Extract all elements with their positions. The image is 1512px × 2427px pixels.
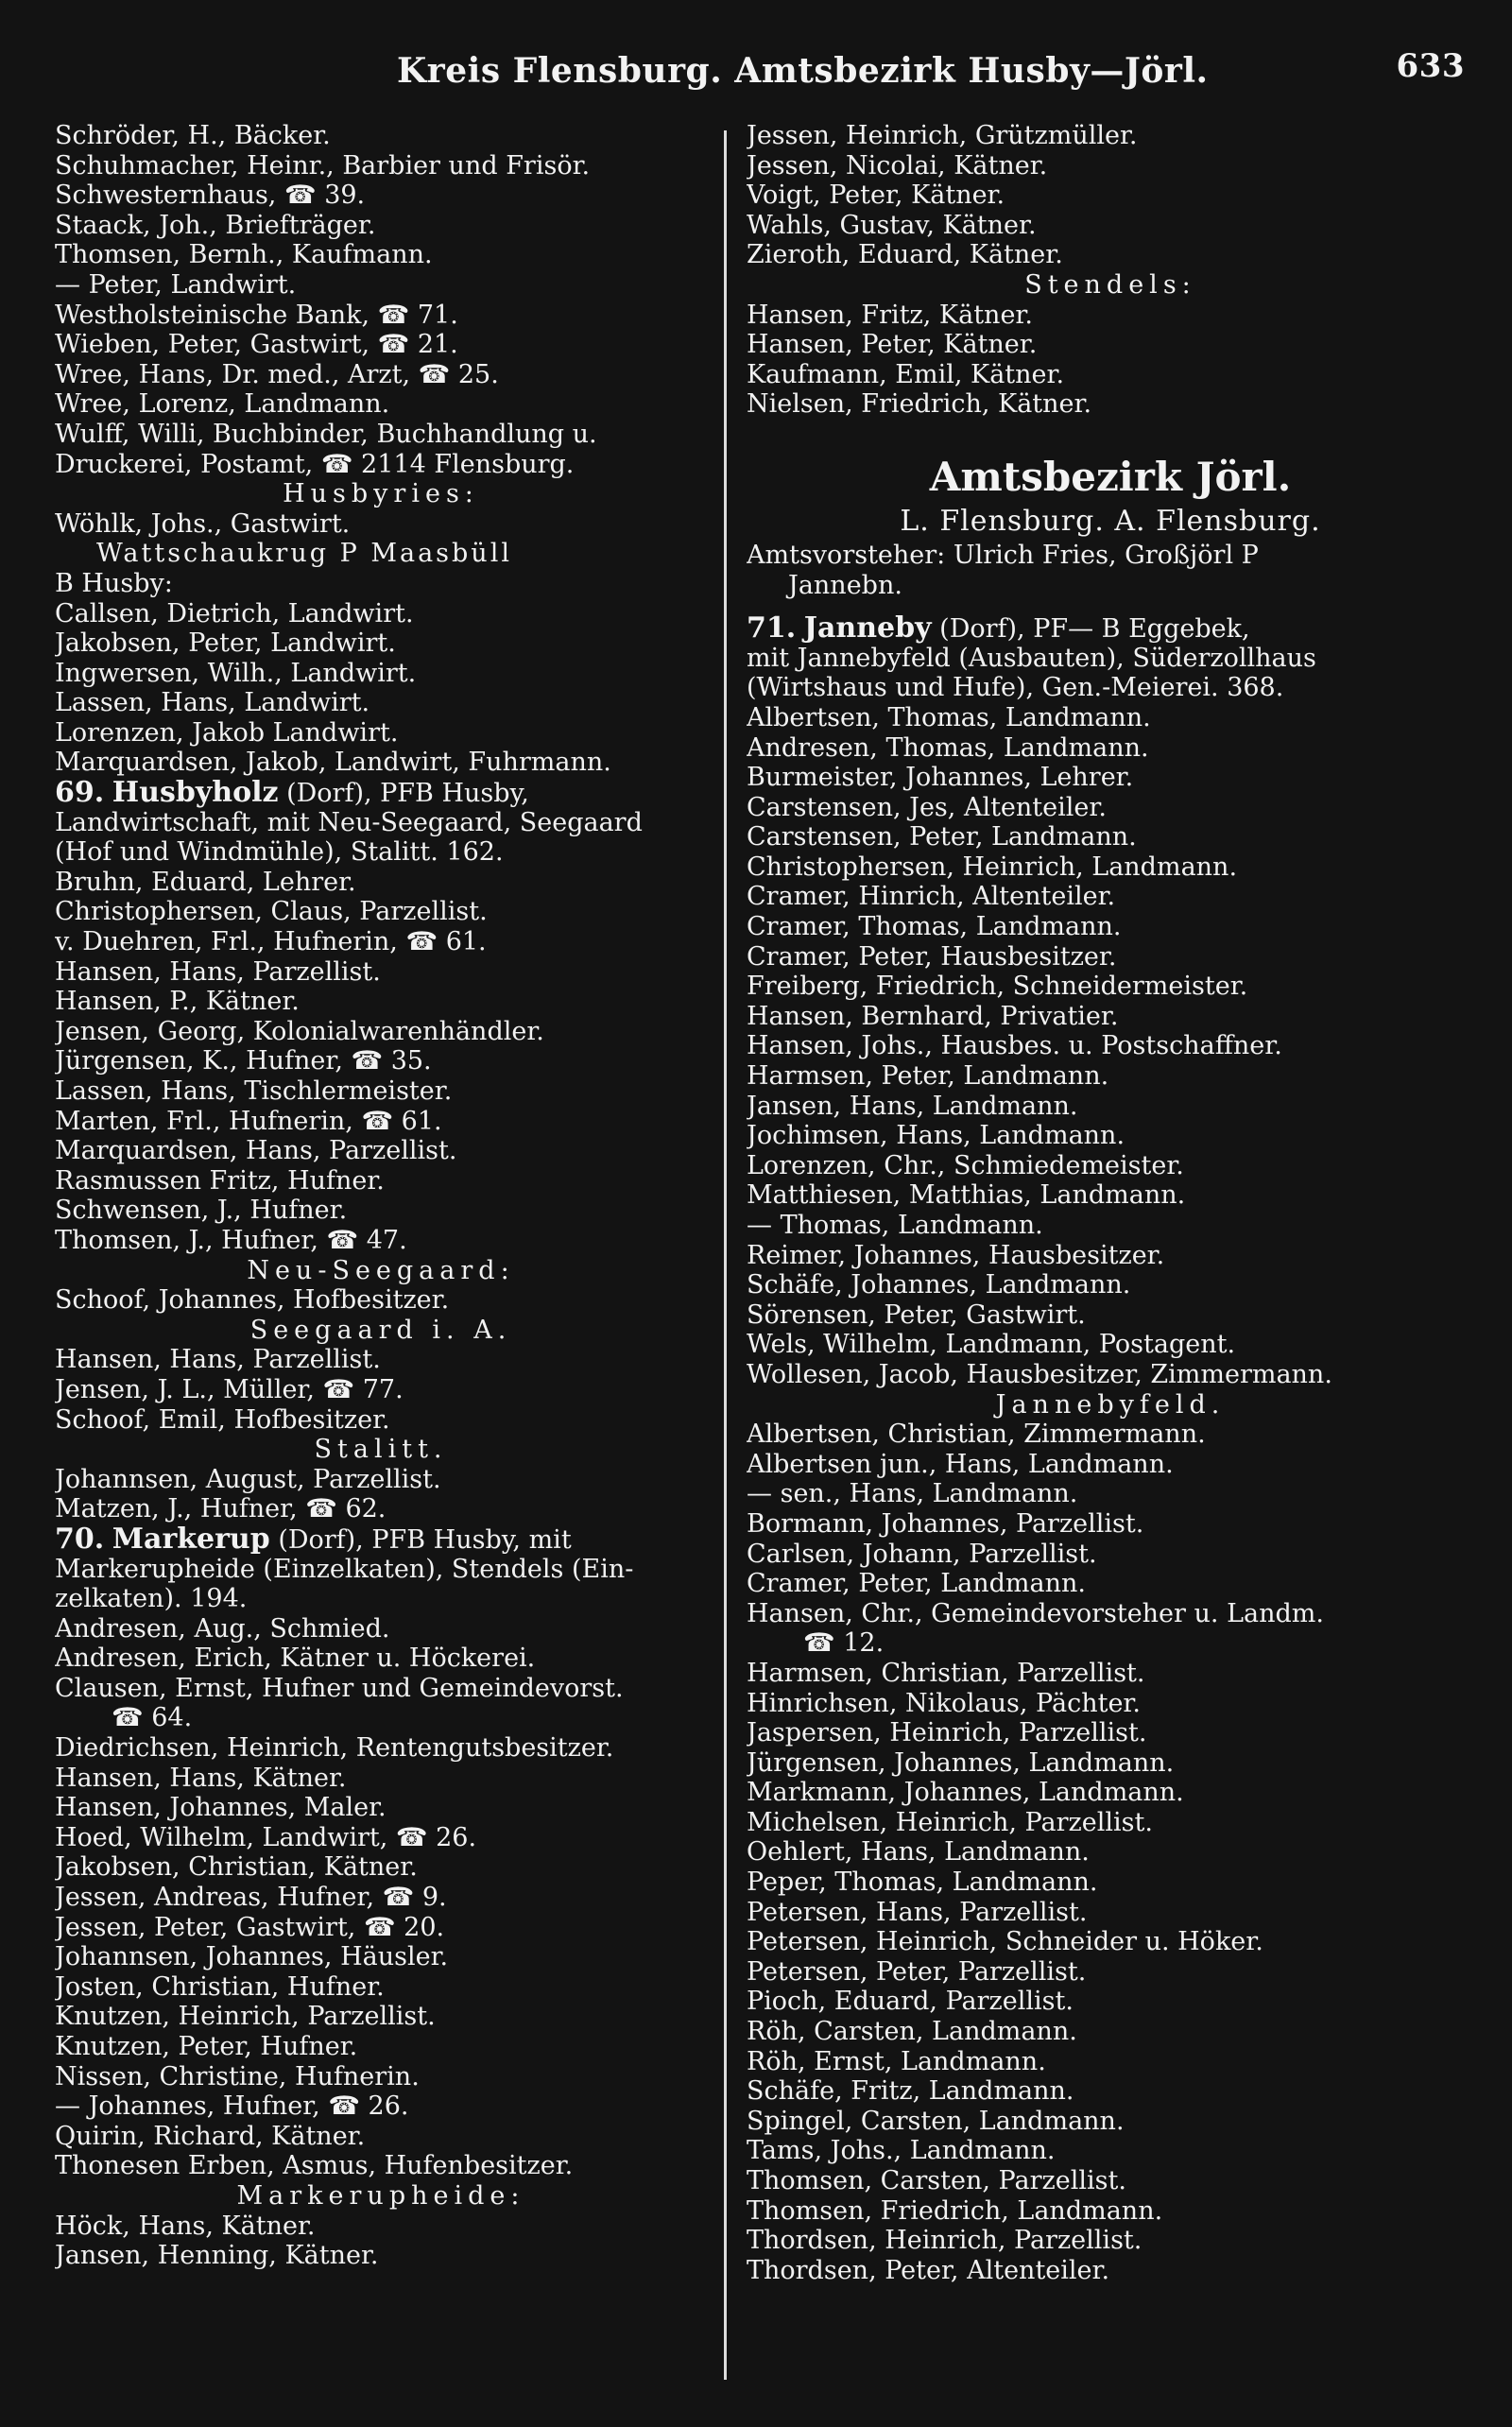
directory-entry: Jakobsen, Christian, Kätner.: [55, 1852, 418, 1883]
directory-entry: — sen., Hans, Landmann.: [747, 1479, 1078, 1509]
entry-list: [55, 1345, 707, 1435]
directory-entry: ☎ 64.: [112, 1703, 193, 1733]
section-69: [55, 778, 707, 868]
directory-entry: Quirin, Richard, Kätner.: [55, 2121, 366, 2151]
directory-entry: Jakobsen, Peter, Landwirt.: [55, 628, 396, 659]
directory-entry: ☎ 12.: [803, 1628, 885, 1659]
directory-entry: Jürgensen, K., Hufner, ☎ 35.: [55, 1046, 432, 1076]
subheading-neuseegaard: Neu-Seegaard:: [247, 1255, 515, 1285]
directory-entry: Bormann, Johannes, Parzellist.: [747, 1508, 1144, 1539]
directory-entry: Oehlert, Hans, Landmann.: [747, 1837, 1090, 1868]
directory-entry: Wieben, Peter, Gastwirt, ☎ 21.: [55, 330, 458, 360]
subheading-wattschaukrug: Wattschaukrug P Maasbüll: [96, 539, 512, 569]
subheading-wattschaukrug-2: B Husby:: [55, 568, 173, 598]
directory-entry: Kaufmann, Emil, Kätner.: [747, 359, 1065, 389]
section-desc: Landwirtschaft, mit Neu-Seegaard, Seegaard: [55, 807, 643, 837]
directory-entry: Thomsen, Carsten, Parzellist.: [747, 2166, 1126, 2195]
section-desc: (Hof und Windmühle), Stalitt. 162.: [55, 837, 504, 868]
directory-entry: Schoof, Emil, Hofbesitzer.: [55, 1404, 390, 1435]
directory-entry: Burmeister, Johannes, Lehrer.: [747, 763, 1134, 793]
amtsbezirk-subtitle: L. Flensburg. A. Flensburg.: [900, 504, 1321, 538]
directory-entry: Voigt, Peter, Kätner.: [747, 181, 1005, 211]
directory-entry: Schoof, Johannes, Hofbesitzer.: [55, 1285, 450, 1316]
directory-entry: Albertsen, Thomas, Landmann.: [747, 702, 1151, 732]
directory-entry: Bruhn, Eduard, Lehrer.: [55, 867, 356, 897]
directory-entry: Zieroth, Eduard, Kätner.: [747, 240, 1063, 270]
directory-entry: Hinrichsen, Nikolaus, Pächter.: [747, 1688, 1141, 1718]
directory-entry: — Johannes, Hufner, ☎ 26.: [55, 2091, 409, 2122]
directory-entry: Wree, Hans, Dr. med., Arzt, ☎ 25.: [55, 359, 499, 389]
entry-list: [55, 509, 707, 540]
directory-entry: Freiberg, Friedrich, Schneidermeister.: [747, 972, 1248, 1002]
section-number: 71.: [747, 613, 797, 644]
subheading-husbyries: Husbyries:: [283, 479, 479, 509]
amtsbezirk-title: Amtsbezirk Jörl.: [929, 453, 1292, 500]
left-column: [55, 121, 707, 2271]
directory-entry: Thomsen, J., Hufner, ☎ 47.: [55, 1225, 407, 1255]
directory-entry: Höck, Hans, Kätner.: [55, 2211, 316, 2241]
directory-entry: Thordsen, Heinrich, Parzellist.: [747, 2226, 1143, 2256]
directory-entry: Lassen, Hans, Landwirt.: [55, 688, 370, 718]
directory-entry: Hansen, Fritz, Kätner.: [747, 300, 1033, 330]
section-desc: mit Jannebyfeld (Ausbauten), Süderzollhaus: [747, 643, 1316, 673]
directory-entry: Andresen, Aug., Schmied.: [55, 1613, 390, 1644]
directory-entry: Matthiesen, Matthias, Landmann.: [747, 1180, 1186, 1211]
directory-entry: Hoed, Wilhelm, Landwirt, ☎ 26.: [55, 1822, 477, 1852]
directory-entry: Jürgensen, Johannes, Landmann.: [747, 1747, 1175, 1778]
directory-entry: Sörensen, Peter, Gastwirt.: [747, 1300, 1086, 1330]
directory-entry: Knutzen, Peter, Hufner.: [55, 2032, 358, 2061]
directory-entry: Andresen, Erich, Kätner u. Höckerei.: [55, 1644, 536, 1674]
directory-entry: Andresen, Thomas, Landmann.: [747, 732, 1149, 763]
directory-entry: Hansen, Bernhard, Privatier.: [747, 1001, 1119, 1031]
directory-entry: Clausen, Ernst, Hufner und Gemeindevorst.: [55, 1673, 624, 1703]
directory-entry: Schwensen, J., Hufner.: [55, 1196, 348, 1226]
directory-entry: Thordsen, Peter, Altenteiler.: [747, 2255, 1110, 2285]
directory-entry: Lorenzen, Jakob Landwirt.: [55, 717, 399, 748]
directory-entry: Jansen, Hans, Landmann.: [747, 1091, 1078, 1121]
directory-entry: Harmsen, Peter, Landmann.: [747, 1061, 1109, 1092]
directory-entry: Albertsen jun., Hans, Landmann.: [747, 1449, 1174, 1479]
directory-entry: Albertsen, Christian, Zimmermann.: [747, 1420, 1206, 1450]
directory-entry: Josten, Christian, Hufner.: [55, 1971, 385, 2002]
directory-entry: Hansen, Hans, Parzellist.: [55, 1345, 381, 1375]
directory-entry: Tams, Johs., Landmann.: [747, 2136, 1056, 2166]
amtsvorsteher-line-2: Jannebn.: [788, 570, 902, 600]
directory-entry: Schäfe, Fritz, Landmann.: [747, 2076, 1074, 2107]
directory-entry: Carlsen, Johann, Parzellist.: [747, 1539, 1097, 1569]
directory-entry: Thomsen, Friedrich, Landmann.: [747, 2195, 1163, 2226]
entry-list: [55, 2212, 707, 2271]
entry-list: [55, 1614, 707, 2181]
directory-entry: Röh, Carsten, Landmann.: [747, 2017, 1077, 2047]
section-number: 69.: [55, 778, 105, 808]
entry-list: [747, 121, 1474, 270]
directory-entry: Schröder, H., Bäcker.: [55, 121, 331, 150]
directory-entry: Marquardsen, Hans, Parzellist.: [55, 1136, 457, 1166]
directory-entry: Marten, Frl., Hufnerin, ☎ 61.: [55, 1106, 442, 1136]
directory-entry: Hansen, Chr., Gemeindevorsteher u. Landm.: [747, 1598, 1324, 1628]
subheading-stalitt: Stalitt.: [314, 1435, 448, 1465]
directory-entry: Hansen, Peter, Kätner.: [747, 330, 1038, 360]
subheading-markerupheide: Markerupheide:: [236, 2180, 525, 2211]
directory-entry: Christophersen, Heinrich, Landmann.: [747, 852, 1238, 882]
directory-entry: Jessen, Andreas, Hufner, ☎ 9.: [55, 1883, 447, 1913]
directory-entry: Hansen, Hans, Kätner.: [55, 1763, 347, 1793]
directory-entry: Petersen, Hans, Parzellist.: [747, 1897, 1088, 1927]
entry-list: [55, 1465, 707, 1524]
directory-entry: Hansen, Johannes, Maler.: [55, 1793, 387, 1823]
directory-entry: Petersen, Heinrich, Schneider u. Höker.: [747, 1927, 1263, 1957]
section-place: Janneby: [803, 613, 932, 644]
directory-entry: Knutzen, Heinrich, Parzellist.: [55, 2002, 436, 2032]
section-desc: (Dorf), PF— B Eggebek,: [939, 614, 1250, 644]
directory-entry: — Peter, Landwirt.: [55, 269, 297, 300]
section-number: 70.: [55, 1523, 105, 1555]
directory-entry: Cramer, Peter, Landmann.: [747, 1569, 1086, 1599]
directory-entry: Wulff, Willi, Buchbinder, Buchhandlung u.: [55, 419, 597, 449]
directory-entry: Jansen, Henning, Kätner.: [55, 2241, 379, 2271]
entry-list: [55, 121, 707, 479]
directory-entry: Nissen, Christine, Hufnerin.: [55, 2061, 420, 2091]
section-desc: Markerupheide (Einzelkaten), Stendels (Ein-: [55, 1554, 634, 1584]
directory-entry: Hansen, Johs., Hausbes. u. Postschaffner.: [747, 1031, 1282, 1061]
entry-list: [747, 301, 1474, 420]
directory-entry: Jochimsen, Hans, Landmann.: [747, 1121, 1125, 1151]
directory-entry: Wahls, Gustav, Kätner.: [747, 210, 1037, 240]
directory-entry: Jensen, J. L., Müller, ☎ 77.: [55, 1374, 404, 1404]
directory-entry: Schwesternhaus, ☎ 39.: [55, 181, 366, 211]
entry-list: [747, 703, 1474, 1390]
directory-entry: Diedrichsen, Heinrich, Rentengutsbesitzer.: [55, 1733, 614, 1764]
directory-entry: Pioch, Eduard, Parzellist.: [747, 1987, 1074, 2017]
directory-entry: v. Duehren, Frl., Hufnerin, ☎ 61.: [55, 927, 487, 957]
section-desc: (Wirtshaus und Hufe), Gen.-Meierei. 368.: [747, 673, 1284, 703]
entry-list: [55, 599, 707, 779]
directory-entry: Jessen, Nicolai, Kätner.: [747, 150, 1048, 181]
directory-entry: Nielsen, Friedrich, Kätner.: [747, 389, 1092, 420]
directory-entry: Ingwersen, Wilh., Landwirt.: [55, 658, 417, 688]
directory-entry: Lorenzen, Chr., Schmiedemeister.: [747, 1150, 1184, 1180]
directory-entry: Wree, Lorenz, Landmann.: [55, 389, 390, 420]
directory-entry: Cramer, Peter, Hausbesitzer.: [747, 941, 1117, 972]
directory-entry: Carstensen, Peter, Landmann.: [747, 822, 1137, 852]
directory-entry: Hansen, Hans, Parzellist.: [55, 956, 381, 987]
section-70: [55, 1524, 707, 1614]
directory-entry: Reimer, Johannes, Hausbesitzer.: [747, 1240, 1165, 1270]
entry-list: [55, 1285, 707, 1316]
directory-entry: Thonesen Erben, Asmus, Hufenbesitzer.: [55, 2151, 574, 2181]
directory-entry: Wollesen, Jacob, Hausbesitzer, Zimmermann.: [747, 1359, 1332, 1389]
directory-entry: Wels, Wilhelm, Landmann, Postagent.: [747, 1330, 1236, 1360]
amtsvorsteher-line: Amtsvorsteher: Ulrich Fries, Großjörl P: [747, 540, 1259, 570]
directory-entry: Matzen, J., Hufner, ☎ 62.: [55, 1494, 387, 1524]
directory-entry: Christophersen, Claus, Parzellist.: [55, 897, 488, 927]
directory-entry: Wöhlk, Johs., Gastwirt.: [55, 508, 351, 539]
page-header: [57, 43, 1484, 100]
subheading-jannebyfeld: Jannebyfeld.: [995, 1389, 1226, 1420]
directory-entry: Rasmussen Fritz, Hufner.: [55, 1165, 385, 1196]
directory-entry: Carstensen, Jes, Altenteiler.: [747, 792, 1107, 822]
subheading-seegaard: Seegaard i. A.: [249, 1315, 512, 1345]
subheading-stendels: Stendels:: [1024, 269, 1196, 300]
directory-entry: Jaspersen, Heinrich, Parzellist.: [747, 1718, 1147, 1748]
section-71: [747, 613, 1474, 703]
section-desc: (Dorf), PFB Husby, mit: [278, 1524, 572, 1555]
directory-entry: Jessen, Heinrich, Grützmüller.: [747, 121, 1138, 150]
directory-entry: Thomsen, Bernh., Kaufmann.: [55, 240, 433, 270]
directory-entry: Markmann, Johannes, Landmann.: [747, 1778, 1184, 1808]
section-desc: zelkaten). 194.: [55, 1584, 248, 1614]
directory-entry: Schuhmacher, Heinr., Barbier und Frisör.: [55, 150, 591, 181]
directory-entry: Peper, Thomas, Landmann.: [747, 1868, 1098, 1898]
directory-entry: Jessen, Peter, Gastwirt, ☎ 20.: [55, 1912, 445, 1942]
entry-list: [747, 1420, 1474, 2285]
directory-entry: Petersen, Peter, Parzellist.: [747, 1956, 1087, 1987]
page-number: 633: [1396, 47, 1465, 85]
directory-entry: Druckerei, Postamt, ☎ 2114 Flensburg.: [55, 449, 575, 479]
page-title: Kreis Flensburg. Amtsbezirk Husby—Jörl.: [397, 51, 1209, 91]
directory-entry: Cramer, Hinrich, Altenteiler.: [747, 882, 1116, 912]
right-column: [747, 121, 1474, 2285]
directory-entry: Spingel, Carsten, Landmann.: [747, 2106, 1125, 2136]
directory-entry: Johannsen, August, Parzellist.: [55, 1464, 441, 1494]
column-divider: [724, 130, 727, 2380]
directory-entry: Marquardsen, Jakob, Landwirt, Fuhrmann.: [55, 748, 611, 778]
directory-entry: Cramer, Thomas, Landmann.: [747, 912, 1122, 942]
directory-entry: Johannsen, Johannes, Häusler.: [55, 1942, 449, 1972]
directory-entry: Röh, Ernst, Landmann.: [747, 2046, 1046, 2076]
directory-entry: Callsen, Dietrich, Landwirt.: [55, 598, 414, 628]
section-place: Markerup: [112, 1523, 270, 1555]
directory-entry: Staack, Joh., Briefträger.: [55, 210, 376, 240]
directory-entry: Hansen, P., Kätner.: [55, 987, 300, 1017]
section-place: Husbyholz: [112, 778, 279, 808]
directory-entry: Harmsen, Christian, Parzellist.: [747, 1658, 1145, 1688]
directory-entry: Schäfe, Johannes, Landmann.: [747, 1270, 1131, 1300]
section-desc: (Dorf), PFB Husby,: [286, 779, 529, 808]
directory-entry: Michelsen, Heinrich, Parzellist.: [747, 1807, 1153, 1837]
entry-list: [55, 868, 707, 1256]
directory-entry: — Thomas, Landmann.: [747, 1211, 1043, 1240]
directory-entry: Westholsteinische Bank, ☎ 71.: [55, 300, 458, 330]
directory-entry: Jensen, Georg, Kolonialwarenhändler.: [55, 1016, 544, 1046]
directory-entry: Lassen, Hans, Tischlermeister.: [55, 1076, 453, 1106]
